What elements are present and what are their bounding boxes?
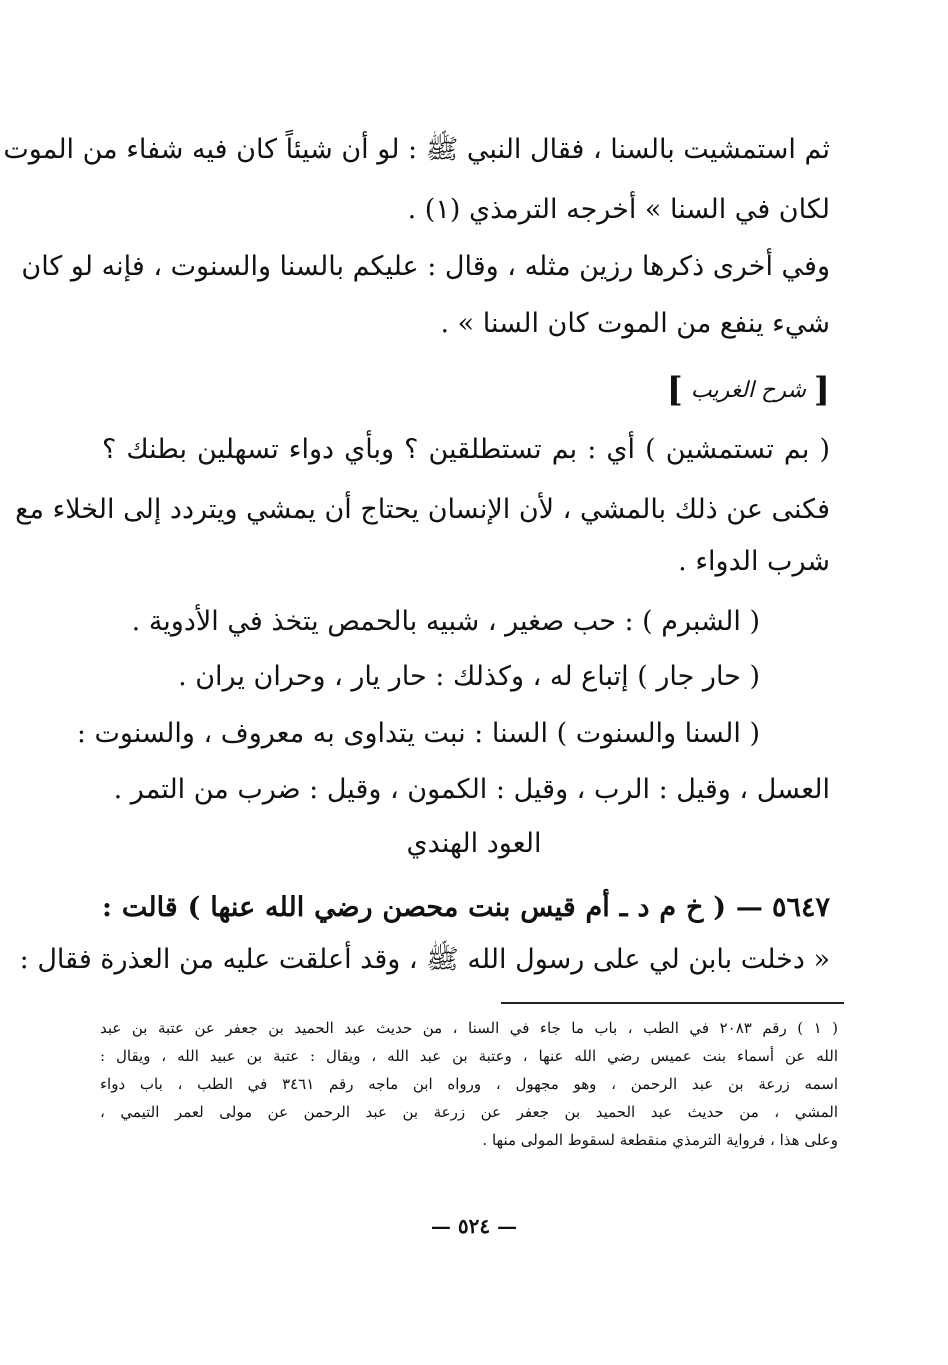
section-heading: [667, 368, 830, 412]
body-line-1: ثم استمشيت بالسنا ، فقال النبي ﷺ : لو أن شيئاً كان فيه شفاء من الموت: [3, 134, 830, 165]
page-number: — ٥٢٤ —: [430, 1214, 518, 1238]
gloss-line-5: ( حار جار ) إتباع له ، وكذلك : حار يار ، وحران يران .: [178, 661, 760, 692]
body-line-2: لكان في السنا » أخرجه الترمذي (١) .: [407, 194, 830, 225]
gloss-line-2: فكنى عن ذلك بالمشي ، لأن الإنسان يحتاج أن يمشي ويتردد إلى الخلاء مع: [15, 494, 830, 525]
footnote-line-5: وعلى هذا ، فرواية الترمذي منقطعة لسقوط المولى منها .: [482, 1131, 838, 1149]
close-bracket-icon: ]: [666, 370, 683, 410]
footnote-separator: [501, 1002, 844, 1004]
gloss-line-6: ( السنا والسنوت ) السنا : نبت يتداوى به معروف ، والسنوت :: [76, 718, 760, 749]
hadith-line-2: « دخلت بابن لي على رسول الله ﷺ ، وقد أعلقت عليه من العذرة فقال :: [19, 944, 830, 975]
footnote-line-2: الله عن أسماء بنت عميس رضي الله عنها ، وعتبة بن عبد الله ، ويقال : عتبة بن عبيد الله ، ويقال :: [100, 1047, 838, 1065]
body-line-3: وفي أخرى ذكرها رزين مثله ، وقال : عليكم بالسنا والسنوت ، فإنه لو كان: [21, 251, 830, 282]
body-line-4: شيء ينفع من الموت كان السنا » .: [440, 308, 830, 339]
gloss-line-3: شرب الدواء .: [678, 546, 830, 577]
hadith-header: [102, 886, 830, 930]
footnote-line-4: المشي ، من حديث عبد الحميد بن جعفر عن زرعة بن عبد الرحمن عن مولى لعمر التيمي ،: [100, 1103, 838, 1121]
gloss-line-4: ( الشبرم ) : حب صغير ، شبيه بالحمص يتخذ في الأدوية .: [131, 606, 760, 637]
gloss-line-8: العود الهندي: [406, 828, 542, 859]
open-bracket-icon: [: [813, 370, 830, 410]
footnote-line-1: ( ١ ) رقم ٢٠٨٣ في الطب ، باب ما جاء في السنا ، من حديث عبد الحميد بن جعفر عن عتبة بن عبد: [100, 1019, 838, 1037]
footnote-line-3: اسمه زرعة بن عبد الرحمن ، وهو مجهول ، ورواه ابن ماجه رقم ٣٤٦١ في الطب ، باب دواء: [100, 1075, 839, 1093]
hadith-number: ٥٦٤٧: [771, 892, 830, 923]
hadith-header-rest: — ( خ م د ـ أم قيس بنت محصن رضي الله عنها ) قالت :: [102, 892, 763, 923]
gloss-line-1: ( بم تستمشين ) أي : بم تستطلقين ؟ وبأي دواء تسهلين بطنك ؟: [102, 434, 830, 465]
section-heading-text: شرح الغريب: [690, 377, 806, 403]
gloss-line-7: العسل ، وقيل : الرب ، وقيل : الكمون ، وقيل : ضرب من التمر .: [113, 774, 830, 805]
